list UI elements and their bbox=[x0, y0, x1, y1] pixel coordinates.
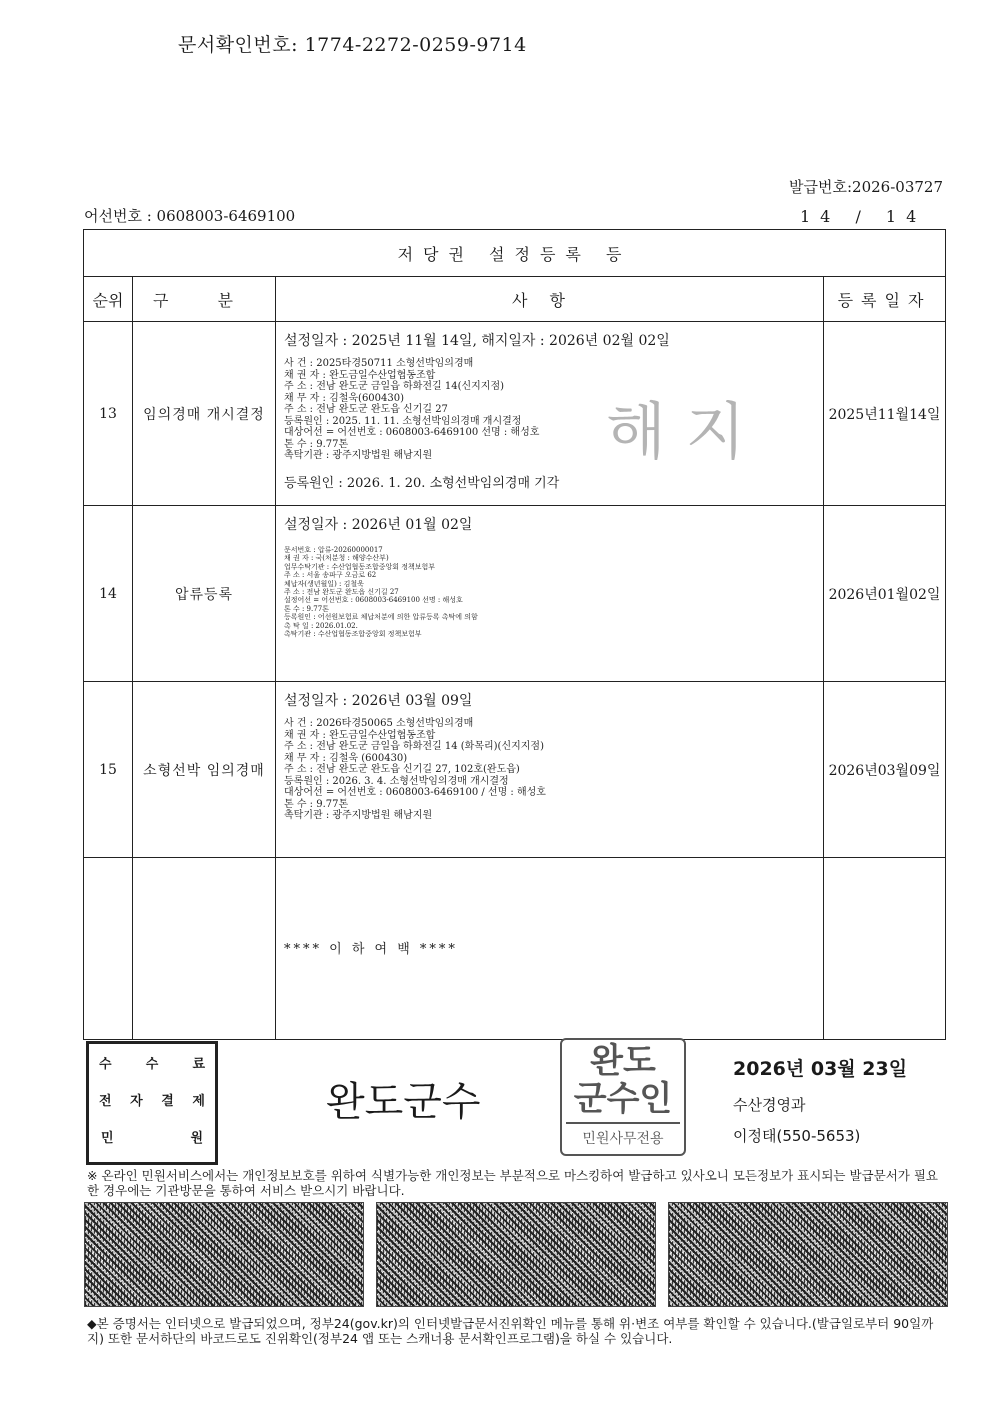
row-reg-date: 2025년11월14일 bbox=[824, 322, 946, 506]
privacy-notice: ※ 온라인 민원서비스에서는 개인정보보호를 위하여 식별가능한 개인정보는 부분적으로 마스킹하여 발급하고 있사오니 모든정보가 표시되는 발급문서가 필요한 경우에는 기관방문을 통하여 서비스 받으시기 바랍니다. bbox=[87, 1168, 938, 1198]
set-date-line: 설정일자 : 2026년 03월 09일 bbox=[284, 693, 473, 709]
mortgage-registration-table bbox=[83, 229, 946, 1040]
detail-line: 등록원인 : 2025. 11. 11. 소형선박임의경매 개시결정 bbox=[284, 415, 522, 427]
detail-line: 등록원인 : 2026. 3. 4. 소형선박임의경매 개시결정 bbox=[284, 775, 509, 787]
detail-line: 톤 수 : 9.77톤 bbox=[284, 438, 349, 450]
detail-line: 주 소 : 전남 완도군 금일읍 하화전길 14(신지지점) bbox=[284, 381, 505, 392]
detail-line: 채 무 자 : 김철욱 (600430) bbox=[284, 752, 408, 764]
contact: 이정태(550-5653) bbox=[733, 1127, 861, 1145]
row-order: 15 bbox=[84, 682, 133, 858]
fee-char: 자 bbox=[130, 1094, 143, 1109]
issue-number: 발급번호:2026-03727 bbox=[789, 178, 943, 196]
document-confirm-number: 문서확인번호: 1774-2272-0259-9714 bbox=[178, 34, 527, 56]
row-details bbox=[276, 682, 824, 858]
table-row bbox=[84, 506, 946, 682]
detail-line: 촉 탁 일 : 2026.01.02. bbox=[284, 621, 358, 630]
detail-line: 주 소 : 전남 완도군 완도읍 신기길 27, 102호(완도읍) bbox=[284, 764, 520, 775]
set-date-line: 설정일자 : 2025년 11월 14일, 해지일자 : 2026년 02월 02일 bbox=[284, 333, 670, 349]
seal-line: 민원사무전용 bbox=[566, 1122, 680, 1148]
detail-line: 채 권 자 : 완도금일수산업협동조합 bbox=[284, 729, 436, 741]
vessel-number: 어선번호 : 0608003-6469100 bbox=[84, 207, 296, 225]
detail-line: 설정어선 = 어선번호 : 0608003-6469100 선명 : 해성호 bbox=[284, 596, 463, 605]
fee-char: 전 bbox=[99, 1094, 112, 1109]
detail-line: 톤 수 : 9.77톤 bbox=[284, 798, 349, 810]
detail-line: 체납자(생년월일) : 김철욱 bbox=[284, 579, 364, 588]
issuer-name: 완도군수 bbox=[326, 1079, 481, 1125]
fee-char: 수 bbox=[145, 1057, 159, 1072]
detail-line: 주 소 : 서울 송파구 오금로 62 bbox=[284, 571, 377, 580]
row-category: 임의경매 개시결정 bbox=[133, 322, 276, 506]
table-row bbox=[84, 858, 946, 1040]
detail-line: 주 소 : 전남 완도군 완도읍 신기길 27 bbox=[284, 404, 448, 415]
registration-cause: 등록원인 : 2026. 1. 20. 소형선박임의경매 기각 bbox=[284, 475, 560, 491]
detail-line: 업무수탁기관 : 수산업협동조합중앙회 정책보험부 bbox=[284, 562, 436, 571]
detail-line: 주 소 : 전남 완도군 금일읍 하화전길 14 (화목리)(신지지점) bbox=[284, 741, 544, 752]
fee-char: 료 bbox=[192, 1057, 205, 1072]
row-details bbox=[276, 506, 824, 682]
detail-line: 주 소 : 전남 완도군 완도읍 신기길 27 bbox=[284, 588, 399, 597]
fee-char: 제 bbox=[192, 1094, 205, 1109]
fee-char: 원 bbox=[190, 1131, 203, 1146]
detail-line: 촉탁기관 : 광주지방법원 해남지원 bbox=[284, 450, 433, 461]
detail-line: 채 권 자 : 국(처분청 : 해양수산부) bbox=[284, 554, 389, 563]
seal-line: 군수인 bbox=[573, 1079, 673, 1119]
fee-char: 결 bbox=[161, 1094, 174, 1109]
set-date-line: 설정일자 : 2026년 01월 02일 bbox=[284, 517, 473, 533]
verification-barcode bbox=[84, 1202, 364, 1307]
row-reg-date: 2026년01월02일 bbox=[824, 506, 946, 682]
cancel-watermark: 해 지 bbox=[606, 395, 746, 468]
detail-line: 채 무 자 : 김철욱(600430) bbox=[284, 392, 405, 404]
row-order: 14 bbox=[84, 506, 133, 682]
blank-cell bbox=[276, 858, 824, 1040]
header-category: 구 분 bbox=[133, 277, 276, 322]
fee-box bbox=[86, 1041, 218, 1165]
header-reg-date: 등록일자 bbox=[824, 277, 946, 322]
footer-notice: ◆본 증명서는 인터넷으로 발급되었으며, 정부24(gov.kr)의 인터넷발급문서진위확인 메뉴를 통해 위·변조 여부를 확인할 수 있습니다.(발급일로부터 90일까지) 또한 문서하단의 바코드로도 진위확인(정부24 앱 또는 스캐너용 문서확인프로그램)을 하실 수 있습니다. bbox=[87, 1316, 934, 1346]
detail-line: 채 권 자 : 완도금일수산업협동조합 bbox=[284, 369, 436, 381]
fee-char: 수 bbox=[99, 1057, 112, 1072]
row-order: 13 bbox=[84, 322, 133, 506]
row-category: 압류등록 bbox=[133, 506, 276, 682]
detail-line: 문서번호 : 압류-20260000017 bbox=[284, 546, 383, 554]
detail-line: 촉탁기관 : 광주지방법원 해남지원 bbox=[284, 810, 433, 821]
row-category: 소형선박 임의경매 bbox=[133, 682, 276, 858]
detail-line: 톤 수 : 9.77톤 bbox=[284, 604, 329, 613]
detail-line: 사 건 : 2025타경50711 소형선박임의경매 bbox=[284, 358, 474, 369]
detail-line: 등록원인 : 어선원보험료 체납처분에 의한 압류등록 촉탁에 의함 bbox=[284, 613, 478, 622]
detail-line: 대상어선 = 어선번호 : 0608003-6469100 / 선명 : 해성호 bbox=[284, 787, 546, 798]
verification-barcode bbox=[376, 1202, 656, 1307]
table-row bbox=[84, 322, 946, 506]
official-seal bbox=[560, 1038, 686, 1156]
header-order: 순위 bbox=[84, 277, 133, 322]
table-row bbox=[84, 682, 946, 858]
row-reg-date: 2026년03월09일 bbox=[824, 682, 946, 858]
page-number: 14 / 14 bbox=[800, 207, 927, 226]
issue-date: 2026년 03월 23일 bbox=[733, 1058, 908, 1080]
table-title: 저당권 설정등록 등 bbox=[84, 230, 946, 277]
blank-below-text: **** 이 하 여 백 **** bbox=[284, 942, 458, 957]
seal-line: 완도 bbox=[590, 1041, 656, 1081]
detail-line: 촉탁기관 : 수산업협동조합중앙회 정책보험부 bbox=[284, 630, 422, 639]
fee-char: 민 bbox=[101, 1131, 114, 1146]
row-details bbox=[276, 322, 824, 506]
verification-barcode bbox=[668, 1202, 948, 1307]
detail-line: 대상어선 = 어선번호 : 0608003-6469100 선명 : 해성호 bbox=[284, 427, 540, 438]
header-details: 사항 bbox=[276, 277, 824, 322]
detail-line: 사 건 : 2026타경50065 소형선박임의경매 bbox=[284, 718, 474, 729]
department: 수산경영과 bbox=[733, 1096, 806, 1114]
